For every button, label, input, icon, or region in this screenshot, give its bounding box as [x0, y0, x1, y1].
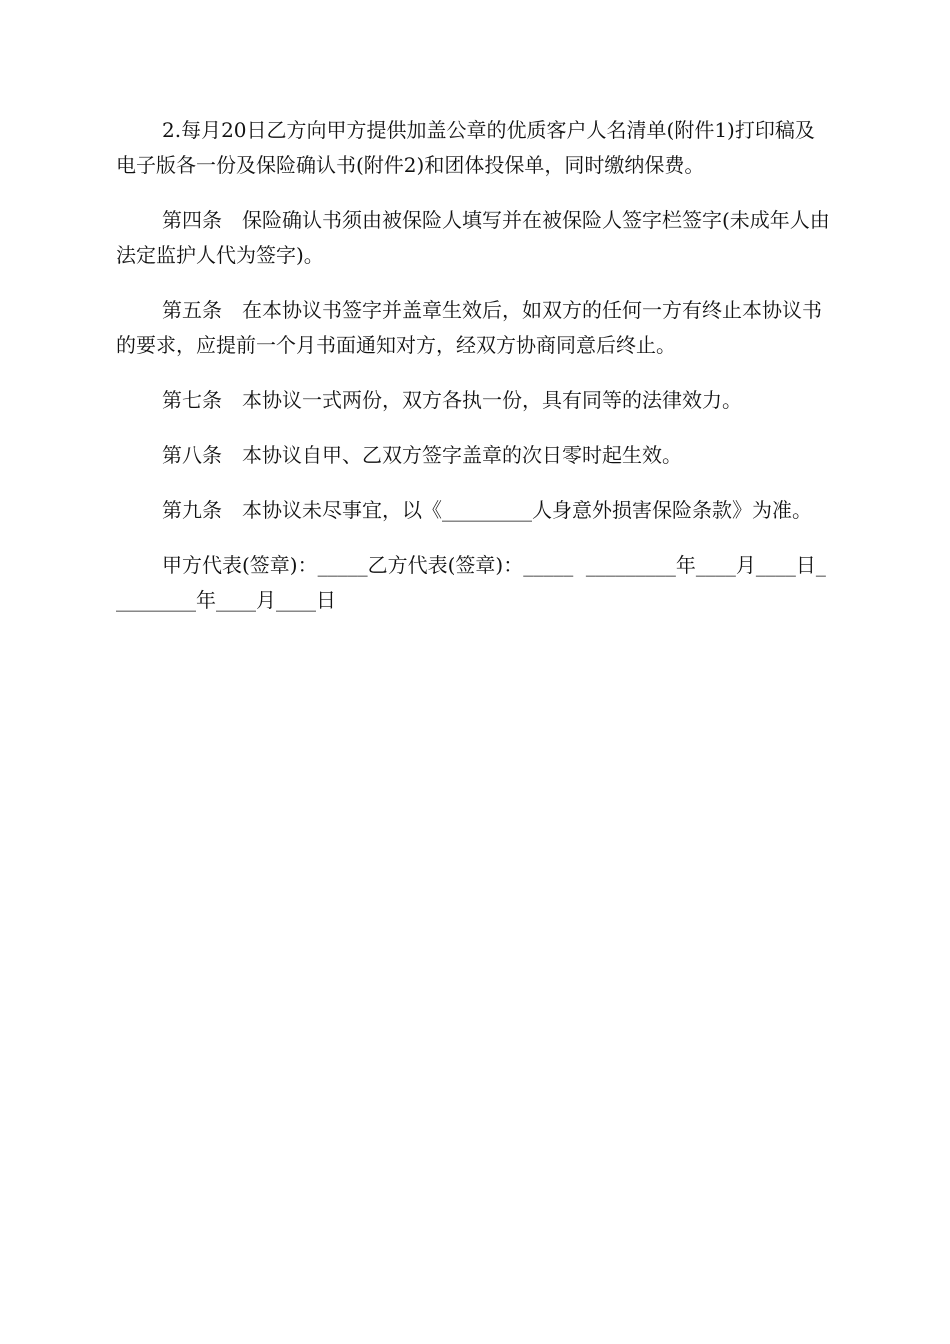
paragraph-article-7: 第七条 本协议一式两份，双方各执一份，具有同等的法律效力。: [162, 388, 742, 412]
paragraph-gap: [116, 528, 834, 548]
signature-line: 甲方代表(签章)：_____乙方代表(签章)：_____ _________年____月____日_________年____月____日: [116, 553, 826, 612]
paragraph-article-8: 第八条 本协议自甲、乙双方签字盖章的次日零时起生效。: [162, 443, 682, 467]
paragraph-gap: [116, 363, 834, 383]
paragraph-gap: [116, 473, 834, 493]
document-body: [116, 113, 834, 618]
paragraph-article-5: 第五条 在本协议书签字并盖章生效后，如双方的任何一方有终止本协议书的要求，应提前一个月书面通知对方，经双方协商同意后终止。: [116, 298, 822, 357]
paragraph-article-9: 第九条 本协议未尽事宜，以《_________人身意外损害保险条款》为准。: [162, 498, 812, 522]
paragraph-premium-payment: 2.每月20日乙方向甲方提供加盖公章的优质客户人名清单(附件1)打印稿及电子版各一份及保险确认书(附件2)和团体投保单，同时缴纳保费。: [116, 118, 815, 177]
paragraph-gap: [116, 273, 834, 293]
paragraph-article-4: 第四条 保险确认书须由被保险人填写并在被保险人签字栏签字(未成年人由法定监护人代为签字)。: [116, 208, 830, 267]
paragraph-gap: [116, 183, 834, 203]
paragraph-gap: [116, 418, 834, 438]
